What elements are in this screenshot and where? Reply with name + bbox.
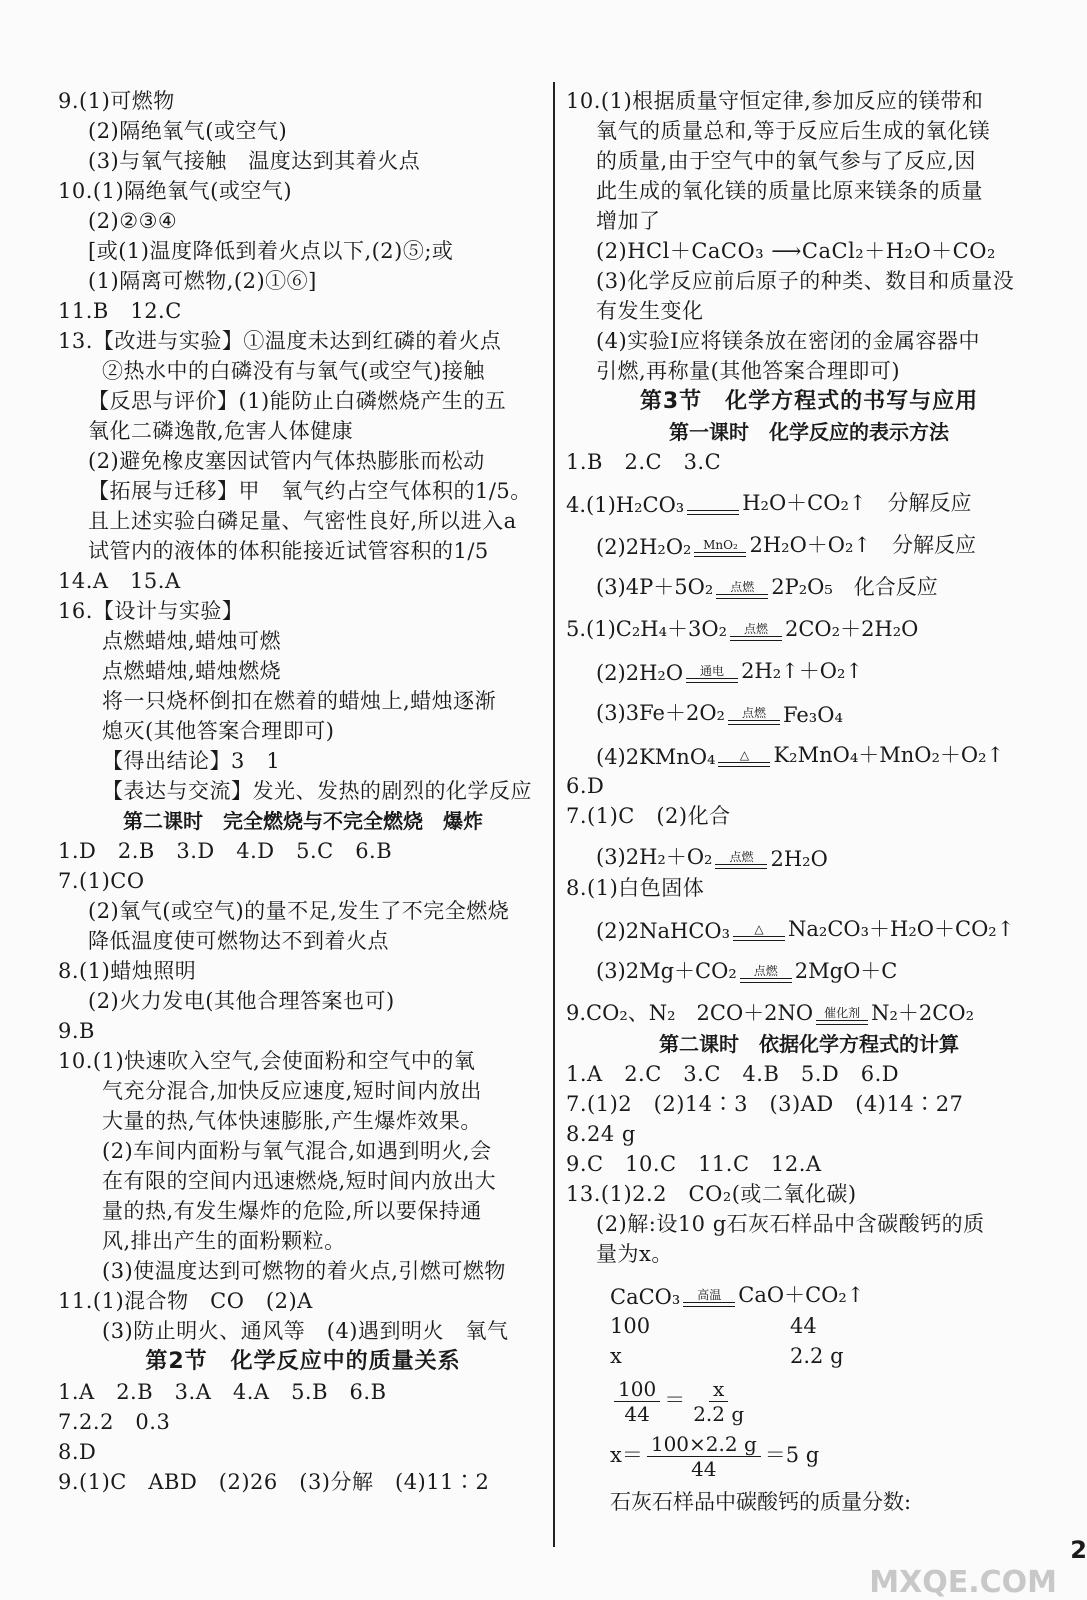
reaction-sign bbox=[686, 665, 738, 683]
answer-line: 13.【改进与实验】①温度未达到红磷的着火点 bbox=[58, 329, 502, 353]
equation-products: 2H₂O bbox=[770, 847, 828, 871]
equation-products: Fe₃O₄ bbox=[782, 703, 843, 727]
answer-line: 【反思与评价】(1)能防止白磷燃烧产生的五 bbox=[88, 389, 507, 413]
section-title: 第2节 化学反应中的质量关系 bbox=[145, 1349, 461, 1374]
equals-bar bbox=[715, 864, 767, 869]
reaction-sign bbox=[683, 1289, 735, 1307]
reaction-sign bbox=[694, 539, 746, 557]
answer-line: 7.(1)2 (2)14∶3 (3)AD (4)14∶27 bbox=[566, 1092, 964, 1116]
reaction-sign bbox=[728, 707, 780, 725]
right-column bbox=[566, 86, 1052, 1517]
equals-bar bbox=[733, 936, 785, 941]
reaction-sign bbox=[716, 581, 768, 599]
equation-products: Na₂CO₃＋H₂O＋CO₂↑ bbox=[788, 917, 1015, 941]
fraction bbox=[647, 1432, 761, 1481]
answer-line: 10.(1)快速吹入空气,会使面粉和空气中的氧 bbox=[58, 1049, 476, 1073]
answer-line: 【得出结论】3 1 bbox=[102, 749, 281, 773]
reaction-sign bbox=[733, 923, 785, 941]
lesson-title: 第二课时 依据化学方程式的计算 bbox=[659, 1032, 959, 1056]
equation-line bbox=[566, 831, 1052, 873]
reaction-sign bbox=[816, 1007, 868, 1025]
reaction-sign bbox=[687, 497, 739, 515]
equation-line bbox=[566, 945, 1052, 987]
answer-line: 7.(1)C (2)化合 bbox=[566, 804, 731, 828]
equation-line bbox=[566, 477, 1052, 519]
answer-line: 8.(1)白色固体 bbox=[566, 876, 705, 900]
denominator: 44 bbox=[691, 1457, 717, 1481]
result-row bbox=[610, 1432, 1052, 1481]
equals-bar bbox=[718, 762, 770, 767]
equation-reactants: 9.CO₂、N₂ 2CO＋2NO bbox=[566, 1001, 814, 1025]
reaction-sign bbox=[740, 965, 792, 983]
answer-line: (4)实验Ⅰ应将镁条放在密闭的金属容器中 bbox=[596, 329, 981, 353]
answer-line: 7.2.2 0.3 bbox=[58, 1410, 171, 1434]
equation-products: 2H₂↑＋O₂↑ bbox=[741, 659, 863, 683]
left-column bbox=[58, 86, 548, 1497]
answer-line: (3)使温度达到可燃物的着火点,引燃可燃物 bbox=[102, 1259, 506, 1283]
answer-line: 1.D 2.B 3.D 4.D 5.C 6.B bbox=[58, 839, 393, 863]
answer-line: 9.B bbox=[58, 1019, 95, 1043]
answer-line: (2)②③④ bbox=[88, 209, 178, 233]
equation-reactants: (3)2Mg＋CO₂ bbox=[596, 959, 737, 983]
answer-line: (1)隔离可燃物,(2)①⑥] bbox=[88, 269, 317, 293]
section-title: 第3节 化学方程式的书写与应用 bbox=[639, 389, 979, 414]
reaction-sign bbox=[730, 623, 782, 641]
equation-reactants: (2)2H₂O bbox=[596, 661, 684, 685]
equation-products: 2CO₂＋2H₂O bbox=[785, 617, 919, 641]
answer-line: 6.D bbox=[566, 774, 605, 798]
reaction-condition: 点燃 bbox=[743, 622, 768, 636]
numerator: 100 bbox=[614, 1377, 660, 1402]
answer-line: 试管内的液体的体积能接近试管容积的1/5 bbox=[88, 539, 489, 563]
answer-line: 1.A 2.B 3.A 4.A 5.B 6.B bbox=[58, 1380, 387, 1404]
ratio-right: 2.2 g bbox=[790, 1344, 844, 1368]
answer-line: 且上述实验白磷足量、气密性良好,所以进入a bbox=[88, 509, 517, 533]
equation-line bbox=[566, 519, 1052, 561]
ratio-left: x bbox=[610, 1344, 622, 1368]
answer-line: 10.(1)隔绝氧气(或空气) bbox=[58, 179, 293, 203]
answer-line: 7.(1)CO bbox=[58, 869, 145, 893]
reaction-condition bbox=[711, 497, 715, 509]
result-var: x＝ bbox=[610, 1443, 643, 1467]
equation-products: 2H₂O＋O₂↑ 分解反应 bbox=[749, 533, 977, 557]
calc-equation bbox=[610, 1269, 1052, 1311]
page-number: 2 bbox=[1070, 1536, 1087, 1564]
answer-line: 量的热,有发生爆炸的危险,所以要保持通 bbox=[102, 1199, 482, 1223]
reaction-condition: 催化剂 bbox=[824, 1006, 861, 1020]
answer-line: (2)解:设10 g石灰石样品中含碳酸钙的质 bbox=[596, 1212, 985, 1236]
answer-line: 1.A 2.C 3.C 4.B 5.D 6.D bbox=[566, 1062, 900, 1086]
answer-line: 9.(1)C ABD (2)26 (3)分解 (4)11∶2 bbox=[58, 1470, 490, 1494]
answer-line: (2)HCl＋CaCO₃ ⟶CaCl₂＋H₂O＋CO₂ bbox=[596, 239, 996, 263]
reaction-sign bbox=[715, 851, 767, 869]
calculation-block bbox=[566, 1269, 1052, 1517]
reaction-condition: 通电 bbox=[700, 664, 725, 678]
answer-line: 14.A 15.A bbox=[58, 569, 181, 593]
calc-products: CaO＋CO₂↑ bbox=[738, 1283, 865, 1307]
numerator: x bbox=[709, 1377, 728, 1402]
equals-bar bbox=[716, 594, 768, 599]
answer-line: 【拓展与迁移】甲 氧气约占空气体积的1/5。 bbox=[88, 479, 532, 503]
equals-bar bbox=[686, 678, 738, 683]
equation-reactants: 5.(1)C₂H₄＋3O₂ bbox=[566, 617, 727, 641]
answer-line: 量为x。 bbox=[596, 1242, 673, 1266]
equals-bar bbox=[694, 552, 746, 557]
proportion-row bbox=[610, 1377, 1052, 1426]
equation-reactants: (2)2H₂O₂ bbox=[596, 535, 692, 559]
answer-line: 【表达与交流】发光、发热的剧烈的化学反应 bbox=[102, 779, 532, 803]
equation-line bbox=[566, 987, 1052, 1029]
unknown-row bbox=[610, 1341, 1052, 1371]
equation-reactants: (2)2NaHCO₃ bbox=[596, 919, 731, 943]
answer-line: 点燃蜡烛,蜡烛可燃 bbox=[102, 629, 282, 653]
answer-line: (2)避免橡皮塞因试管内气体热膨胀而松动 bbox=[88, 449, 485, 473]
denominator: 44 bbox=[624, 1402, 650, 1426]
answer-line: 点燃蜡烛,蜡烛燃烧 bbox=[102, 659, 282, 683]
ratio-right: 44 bbox=[790, 1314, 817, 1338]
answer-line: 11.B 12.C bbox=[58, 299, 182, 323]
equation-products: 2MgO＋C bbox=[794, 959, 898, 983]
lesson-title: 第一课时 化学反应的表示方法 bbox=[669, 420, 949, 444]
equation-reactants: (4)2KMnO₄ bbox=[596, 745, 716, 769]
answer-line: 氧化二磷逸散,危害人体健康 bbox=[88, 419, 354, 443]
answer-line: (3)防止明火、通风等 (4)遇到明火 氧气 bbox=[102, 1319, 509, 1343]
column-divider bbox=[553, 82, 555, 1547]
equation-line bbox=[566, 645, 1052, 687]
answer-line: 熄灭(其他答案合理即可) bbox=[102, 719, 335, 743]
equation-line bbox=[566, 687, 1052, 729]
reaction-sign bbox=[718, 749, 770, 767]
equation-products: K₂MnO₄＋MnO₂＋O₂↑ bbox=[773, 743, 1005, 767]
equals-sign: ＝ bbox=[664, 1388, 686, 1412]
equation-products: 2P₂O₅ 化合反应 bbox=[771, 575, 938, 599]
answer-line: (3)化学反应前后原子的种类、数目和质量没 bbox=[596, 269, 1015, 293]
ratio-left: 100 bbox=[610, 1314, 651, 1338]
answer-line: 降低温度使可燃物达不到着火点 bbox=[88, 929, 389, 953]
equals-bar bbox=[816, 1020, 868, 1025]
reaction-condition: △ bbox=[754, 922, 764, 936]
answer-line: 风,排出产生的面粉颗粒。 bbox=[102, 1229, 346, 1253]
equation-products: N₂＋2CO₂ bbox=[871, 1001, 974, 1025]
calc-reactant: CaCO₃ bbox=[610, 1285, 681, 1309]
answer-line: (2)车间内面粉与氧气混合,如遇到明火,会 bbox=[102, 1139, 492, 1163]
equation-products: H₂O＋CO₂↑ 分解反应 bbox=[742, 491, 972, 515]
equation-line bbox=[566, 729, 1052, 771]
reaction-condition: MnO₂ bbox=[703, 538, 738, 552]
answer-line: 9.(1)可燃物 bbox=[58, 89, 175, 113]
numerator: 100×2.2 g bbox=[647, 1432, 761, 1457]
answer-line: 8.D bbox=[58, 1440, 97, 1464]
reaction-condition: 点燃 bbox=[729, 850, 754, 864]
equals-bar bbox=[730, 636, 782, 641]
answer-line: 1.B 2.C 3.C bbox=[566, 450, 722, 474]
answer-line: 引燃,再称量(其他答案合理即可) bbox=[596, 359, 901, 383]
answer-line: 有发生变化 bbox=[596, 299, 704, 323]
answer-line: (2)氧气(或空气)的量不足,发生了不完全燃烧 bbox=[88, 899, 510, 923]
answer-line: 气充分混合,加快反应速度,短时间内放出 bbox=[102, 1079, 482, 1103]
answer-line: 此生成的氧化镁的质量比原来镁条的质量 bbox=[596, 179, 983, 203]
equals-bar bbox=[740, 978, 792, 983]
equation-reactants: (3)2H₂＋O₂ bbox=[596, 845, 713, 869]
watermark: MXQE.COM bbox=[869, 1565, 1057, 1600]
fraction bbox=[614, 1377, 660, 1426]
reaction-condition: 高温 bbox=[697, 1288, 722, 1302]
answer-line: 增加了 bbox=[596, 209, 661, 233]
equals-bar bbox=[728, 720, 780, 725]
answer-line: 9.C 10.C 11.C 12.A bbox=[566, 1152, 822, 1176]
equation-line bbox=[566, 903, 1052, 945]
answer-line: 在有限的空间内迅速燃烧,短时间内放出大 bbox=[102, 1169, 497, 1193]
reaction-condition: 点燃 bbox=[730, 580, 755, 594]
answer-line: (2)火力发电(其他合理答案也可) bbox=[88, 989, 395, 1013]
reaction-condition: △ bbox=[739, 748, 750, 762]
answer-line: 13.(1)2.2 CO₂(或二氧化碳) bbox=[566, 1182, 857, 1206]
mass-ratio-row bbox=[610, 1311, 1052, 1341]
answer-line: 8.(1)蜡烛照明 bbox=[58, 959, 197, 983]
lesson-title: 第二课时 完全燃烧与不完全燃烧 爆炸 bbox=[123, 809, 483, 833]
equation-line bbox=[566, 561, 1052, 603]
answer-line: 的质量,由于空气中的氧气参与了反应,因 bbox=[596, 149, 976, 173]
answer-line: (2)隔绝氧气(或空气) bbox=[88, 119, 288, 143]
fraction bbox=[689, 1377, 748, 1426]
answer-line: 将一只烧杯倒扣在燃着的蜡烛上,蜡烛逐渐 bbox=[102, 689, 497, 713]
answer-line: 11.(1)混合物 CO (2)A bbox=[58, 1289, 313, 1313]
answer-line: 氧气的质量总和,等于反应后生成的氧化镁 bbox=[596, 119, 991, 143]
equals-bar bbox=[687, 510, 739, 515]
answer-line: 大量的热,气体快速膨胀,产生爆炸效果。 bbox=[102, 1109, 482, 1133]
answer-line: 8.24 g bbox=[566, 1122, 636, 1146]
reaction-condition: 点燃 bbox=[741, 706, 766, 720]
answer-line: [或(1)温度降低到着火点以下,(2)⑤;或 bbox=[88, 239, 454, 263]
answer-line: 10.(1)根据质量守恒定律,参加反应的镁带和 bbox=[566, 89, 984, 113]
answer-line: (3)与氧气接触 温度达到其着火点 bbox=[88, 149, 421, 173]
conclusion-line: 石灰石样品中碳酸钙的质量分数: bbox=[610, 1490, 912, 1514]
equation-line bbox=[566, 603, 1052, 645]
answer-line: 16.【设计与实验】 bbox=[58, 599, 244, 623]
result-value: ＝5 g bbox=[764, 1443, 820, 1467]
reaction-condition: 点燃 bbox=[753, 964, 778, 978]
equals-bar bbox=[683, 1302, 735, 1307]
equation-reactants: (3)3Fe＋2O₂ bbox=[596, 701, 725, 725]
equation-reactants: (3)4P＋5O₂ bbox=[596, 575, 714, 599]
denominator: 2.2 g bbox=[693, 1402, 745, 1426]
equation-reactants: 4.(1)H₂CO₃ bbox=[566, 493, 685, 517]
answer-line: ②热水中的白磷没有与氧气(或空气)接触 bbox=[102, 359, 485, 383]
